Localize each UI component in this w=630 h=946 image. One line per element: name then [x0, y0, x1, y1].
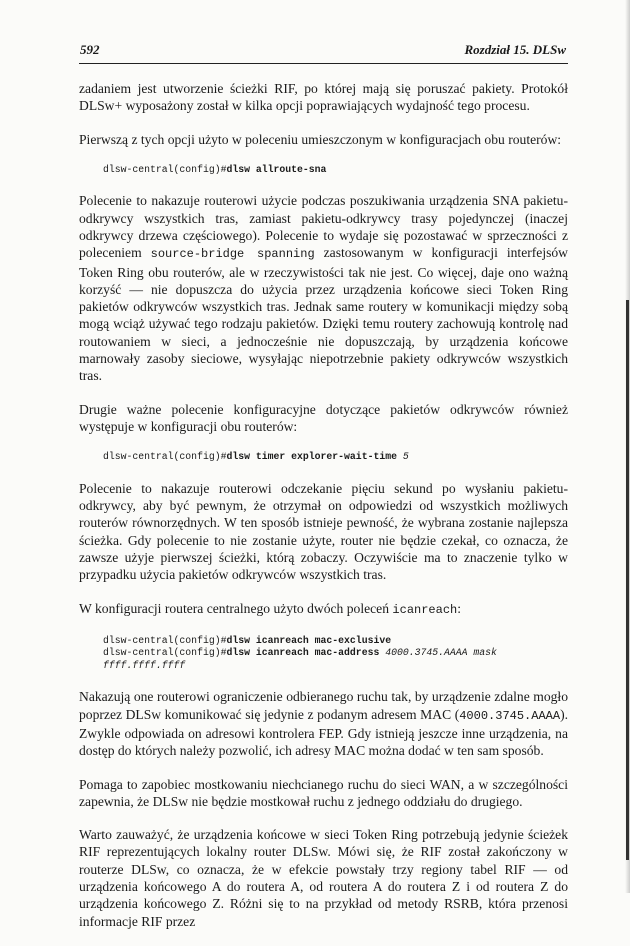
paragraph-6 — [79, 600, 568, 619]
chapter-title: Rozdział 15. DLSw — [464, 42, 566, 57]
code-command: dlsw icanreach mac-address — [226, 647, 380, 659]
page-body — [79, 80, 568, 946]
paragraph-7-text-a: Nakazują one routerowi ograniczenie odbieranego ruchu tak, by urządzenie zdalne mogło poprzez DLSw komunikować się jedynie z podanym adresem MAC ( — [79, 689, 568, 722]
paragraph-2: Pierwszą z tych opcji użyto w poleceniu umieszczonym w konfiguracjach obu routerów: — [79, 131, 562, 147]
code-command: dlsw icanreach mac-exclusive — [226, 634, 392, 646]
paragraph-6-text-b: : — [457, 600, 462, 616]
code-argument: ffff.ffff.ffff — [103, 659, 186, 671]
code-command: dlsw timer explorer-wait-time — [226, 451, 397, 463]
page-number: 592 — [80, 42, 100, 57]
code-prompt: dlsw-central(config)# — [103, 647, 227, 659]
paragraph-9: Warto zauważyć, że urządzenia końcowe w sieci Token Ring potrzebują jedynie ścieżek RIF reprezentujących lokalny router DLSw. Mówi się, że RIF został zakończony w routerze DLSw, co oznacza, że w efekcie powstały trzy regiony tabel RIF — od urządzenia końcowego A do routera A, od routera A do routera Z i od routera Z do urządzenia końcowego Z. Różni się to na przykład od metody RSRB, która przenosi informacje RIF przez — [79, 827, 568, 929]
inline-code-icanreach: icanreach — [392, 602, 458, 617]
page-edge-bar — [626, 300, 629, 860]
code-block-allroute — [103, 164, 568, 177]
code-argument: 5 — [402, 451, 409, 463]
paragraph-5: Polecenie to nakazuje routerowi odczekanie pięciu sekund po wysłaniu pakietu-odkrywcy, aby być pewnym, że otrzymał on odpowiedzi od wszystkich możliwych routerów równorzędnych. W ten sposób istnieje pewność, że wybrana zostanie najlepsza ścieżka. Gdy polecenie to nie zostanie użyte, router nie będzie czekał, co oznacza, że zawsze użyje pierwszej ścieżki, którą zobaczy. Oczywiście ma to znaczenie tylko w przypadku użycia pakietów odkrywców wszystkich tras. — [79, 480, 568, 583]
paragraph-6-text-a: W konfiguracji routera centralnego użyto dwóch poleceń — [79, 600, 390, 616]
header-rule — [79, 63, 568, 64]
inline-code-source-bridge: source-bridge spanning — [150, 247, 315, 262]
paragraph-1: zadaniem jest utworzenie ścieżki RIF, po której mają się poruszać pakiety. Protokół DLSw+ wyposażony został w kilka opcji poprawiających wydajność tego procesu. — [79, 81, 568, 114]
code-prompt: dlsw-central(config)# — [103, 163, 227, 175]
code-block-icanreach — [103, 635, 568, 673]
code-prompt: dlsw-central(config)# — [103, 451, 227, 463]
paragraph-3-text-a: Polecenie to nakazuje routerowi użycie podczas poszukiwania urządzenia SNA pakietu-odkrywcy wszystkich tras, zamiast pakietu-odkrywcy trasy pojedynczej (inaczej odkrywcy drzewa częściowego). Polecenie to wydaje się pozostawać w sprzeczności z poleceniem — [79, 193, 568, 261]
paragraph-8: Pomaga to zapobiec mostkowaniu niechcianego ruchu do sieci WAN, a w szczególności zapewnia, że DLSw nie będzie mostkował ruchu z jednego oddziału do drugiego. — [79, 776, 568, 809]
code-block-timer — [103, 451, 568, 464]
paragraph-4: Drugie ważne polecenie konfiguracyjne dotyczące pakietów odkrywców również występuje w konfiguracji obu routerów: — [79, 401, 568, 434]
paragraph-3-text-b: zastosowanym w konfiguracji interfejsów Token Ring obu routerów, ale w rzeczywistości tak nie jest. Co więcej, daje ono ważną korzyść — nie dopuszcza do użycia przez urządzenia końcowe sieci Token Ring pakietów odkrywców wszystkich tras. Jednak same routery w komunikacji między sobą mogą wciąż używać tego rodzaju pakietów. Dzięki temu routery zachowują kontrolę nad routowaniem w sieci, a jednocześnie nie dopuszczają, by urządzenia końcowe marnowały zasoby sieciowe, wysyłając niepotrzebnie pakiety odkrywców wszystkich tras. — [79, 245, 569, 384]
paragraph-7-text-b: ). Zwykle odpowiada on adresowi kontrolera FEP. Gdy istnieją jeszcze inne urządzenia, na dostęp do których należy pozwolić, ich adresy MAC można dodać w ten sam sposób. — [79, 706, 568, 759]
code-prompt: dlsw-central(config)# — [103, 634, 227, 646]
code-command: dlsw allroute-sna — [226, 163, 327, 175]
paragraph-7 — [79, 688, 568, 759]
code-argument: 4000.3745.AAAA mask — [385, 647, 497, 659]
paragraph-3 — [79, 192, 568, 384]
inline-code-mac: 4000.3745.AAAA — [459, 708, 561, 723]
